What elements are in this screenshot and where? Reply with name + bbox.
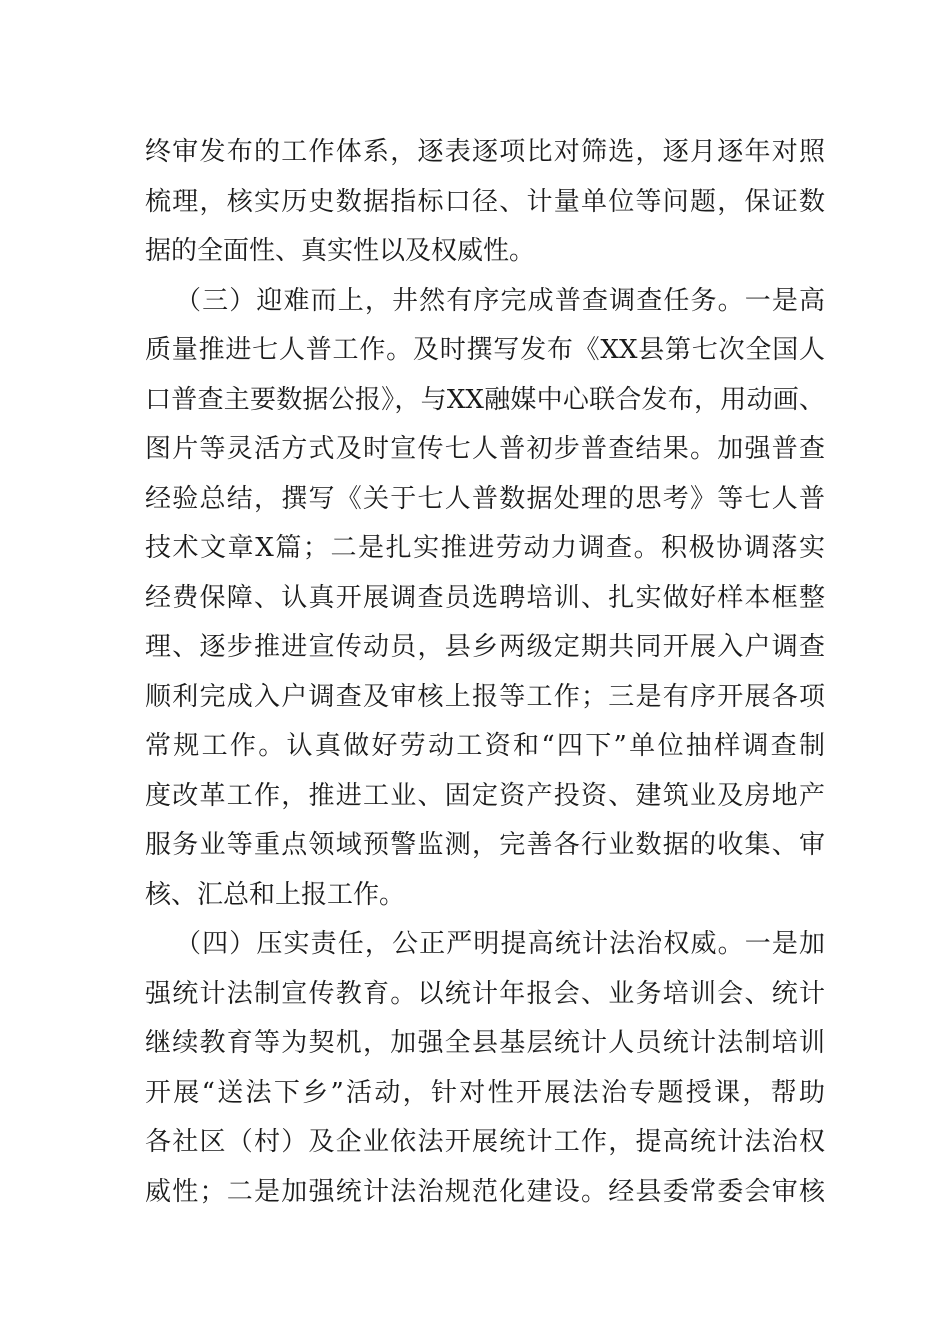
text-line: 核、汇总和上报工作。 [145,879,406,910]
text-line: 理、逐步推进宣传动员，县乡两级定期共同开展入户调查 [145,632,825,662]
text-line: 口普查主要数据公报》，与XX融媒中心联合发布，用动画、 [145,384,825,415]
text-line: 威性；二是加强统计法治规范化建设。经县委常委会审核 [145,1176,825,1207]
text-line: 技术文章X篇；二是扎实推进劳动力调查。积极协调落实 [145,533,825,563]
text-line: 度改革工作，推进工业、固定资产投资、建筑业及房地产 [145,780,825,811]
text-line: 终审发布的工作体系，逐表逐项比对筛选，逐月逐年对照 [145,137,825,167]
text-line: 梳理，核实历史数据指标口径、计量单位等问题，保证数 [145,186,825,217]
paragraph-heading-line: （三）迎难而上，井然有序完成普查调查任务。一是高 [175,285,825,316]
text-line: 继续教育等为契机，加强全县基层统计人员统计法制培训 [145,1028,825,1058]
paragraph-heading-line: （四）压实责任，公正严明提高统计法治权威。一是加 [175,929,825,959]
text-line: 经验总结，撰写《关于七人普数据处理的思考》等七人普 [145,483,825,514]
text-line: 图片等灵活方式及时宣传七人普初步普查结果。加强普查 [145,434,825,464]
text-line: 据的全面性、真实性以及权威性。 [145,236,536,266]
text-line: 质量推进七人普工作。及时撰写发布《XX县第七次全国人 [145,335,825,365]
body-text [145,128,825,1217]
text-line: 开展“送法下乡”活动，针对性开展法治专题授课，帮助 [145,1077,825,1108]
text-line: 服务业等重点领域预警监测，完善各行业数据的收集、审 [145,830,825,860]
text-line: 顺利完成入户调查及审核上报等工作；三是有序开展各项 [145,681,825,712]
text-line: 常规工作。认真做好劳动工资和“四下”单位抽样调查制 [145,731,825,761]
text-line: 经费保障、认真开展调查员选聘培训、扎实做好样本框整 [145,582,825,613]
text-line: 各社区（村）及企业依法开展统计工作，提高统计法治权 [145,1127,825,1157]
text-line: 强统计法制宣传教育。以统计年报会、业务培训会、统计 [145,978,825,1009]
